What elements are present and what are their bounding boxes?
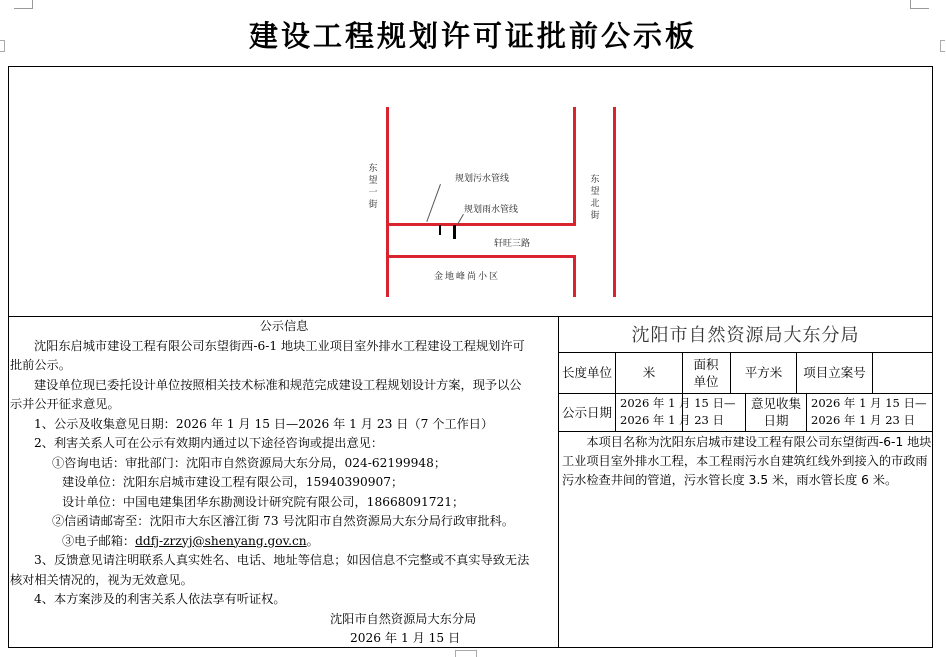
divider — [745, 393, 746, 431]
contact-phone: ①咨询电话：审批部门：沈阳市自然资源局大东分局，024-62199948； — [52, 455, 447, 470]
bureau-name: 沈阳市自然资源局大东分局 — [631, 325, 860, 346]
opinion-date-label: 意见收集日期 — [750, 396, 801, 428]
notice-paragraph: 沈阳东启城市建设工程有限公司东望街西-6-1 地块工业项目室外排水工程建设工程规划许可 — [34, 338, 525, 353]
signature: 沈阳市自然资源局大东分局 — [330, 611, 477, 626]
notice-text — [10, 317, 558, 649]
opinion-date-start: 2026 年 1 月 15 日— — [811, 396, 927, 410]
description-text: 本项目名称为沈阳东启城市建设工程有限公司东望街西-6-1 地块工业项目室外排水工程，本工程雨污水自建筑红线外到接入的市政雨污水检查井间的管道，污水管长度 3.5 米，雨水管长度 6 米。 — [562, 435, 932, 487]
opinion-date-value — [807, 393, 933, 431]
notice-item: 4、本方案涉及的利害关系人依法享有听证权。 — [34, 592, 286, 606]
notice-item: 1、公示及收集意见日期：2026 年 1 月 15 日—2026 年 1 月 23 日（7 个工作日） — [34, 416, 494, 431]
notice-paragraph: 批前公示。 — [10, 358, 71, 372]
signature-date: 2026 年 1 月 15 日 — [350, 631, 461, 645]
rain-pipe-mark — [453, 225, 456, 239]
area-unit-value: 平方米 — [744, 365, 783, 380]
notice-date-label: 公示日期 — [561, 404, 612, 420]
email-label: ③电子邮箱： — [62, 533, 136, 548]
email-link[interactable]: ddfj-zrzyj@shenyang.gov.cn — [135, 533, 307, 548]
road-line — [386, 107, 389, 297]
area-unit-label: 面积单位 — [693, 356, 719, 389]
crop-mark — [14, 0, 33, 9]
notice-item: 3、反馈意见请注明联系人真实姓名、电话、地址等信息；如因信息不完整或不真实导致无法 — [34, 553, 530, 567]
divider — [559, 431, 933, 432]
road-line — [573, 107, 576, 225]
contact-email-line — [10, 532, 558, 552]
side-handle — [940, 40, 945, 52]
road-label: 轩旺三路 — [494, 239, 531, 249]
sewage-pipe-mark — [439, 225, 441, 235]
length-unit-value: 米 — [642, 365, 656, 380]
site-map — [8, 67, 933, 316]
side-handle — [0, 40, 5, 52]
road-line — [386, 255, 576, 258]
project-description — [562, 433, 934, 490]
page-title: 建设工程规划许可证批前公示板 — [248, 19, 697, 53]
leader-line — [426, 184, 441, 222]
opinion-date-end: 2026 年 1 月 23 日 — [811, 413, 915, 427]
notice-item: 2、利害关系人可在公示有效期内通过以下途径咨询或提出意见： — [34, 436, 384, 450]
contact-designer: 设计单位：中国电建集团华东勘测设计研究院有限公司，18668091721； — [62, 494, 465, 509]
crop-mark — [910, 0, 929, 9]
notice-date-value — [616, 393, 745, 431]
notice-heading: 公示信息 — [259, 319, 309, 333]
notice-date-start: 2026 年 1 月 15 日— — [620, 396, 736, 410]
length-unit-label: 长度单位 — [561, 365, 612, 380]
contact-mail: ②信函请邮寄至：沈阳市大东区濬江街 73 号沈阳市自然资源局大东分局行政审批科。 — [52, 514, 515, 528]
road-line — [613, 107, 616, 297]
page-handle — [455, 650, 477, 657]
notice-paragraph: 建设单位现已委托设计单位按照相关技术标准和规范完成建设工程规划设计方案，现予以公 — [34, 377, 522, 392]
contact-builder: 建设单位：沈阳东启城市建设工程有限公司，15940390907； — [62, 475, 404, 489]
notice-date-end: 2026 年 1 月 23 日 — [620, 413, 724, 427]
notice-item: 核对相关情况的，视为无效意见。 — [10, 572, 193, 587]
sewage-pipe-label: 规划污水管线 — [455, 174, 510, 184]
project-no-value — [873, 352, 933, 393]
road-line — [573, 255, 576, 297]
project-no-label: 项目立案号 — [803, 365, 866, 380]
community-label: 金地峰尚小区 — [434, 272, 501, 282]
street-label-dongwang-1: 东望一街 — [368, 164, 378, 210]
road-line — [386, 223, 576, 226]
rain-pipe-label: 规划雨水管线 — [464, 205, 519, 215]
notice-paragraph: 示并公开征求意见。 — [10, 397, 120, 411]
email-end: 。 — [306, 533, 319, 548]
street-label-dongwang-north: 东望北街 — [590, 175, 600, 221]
